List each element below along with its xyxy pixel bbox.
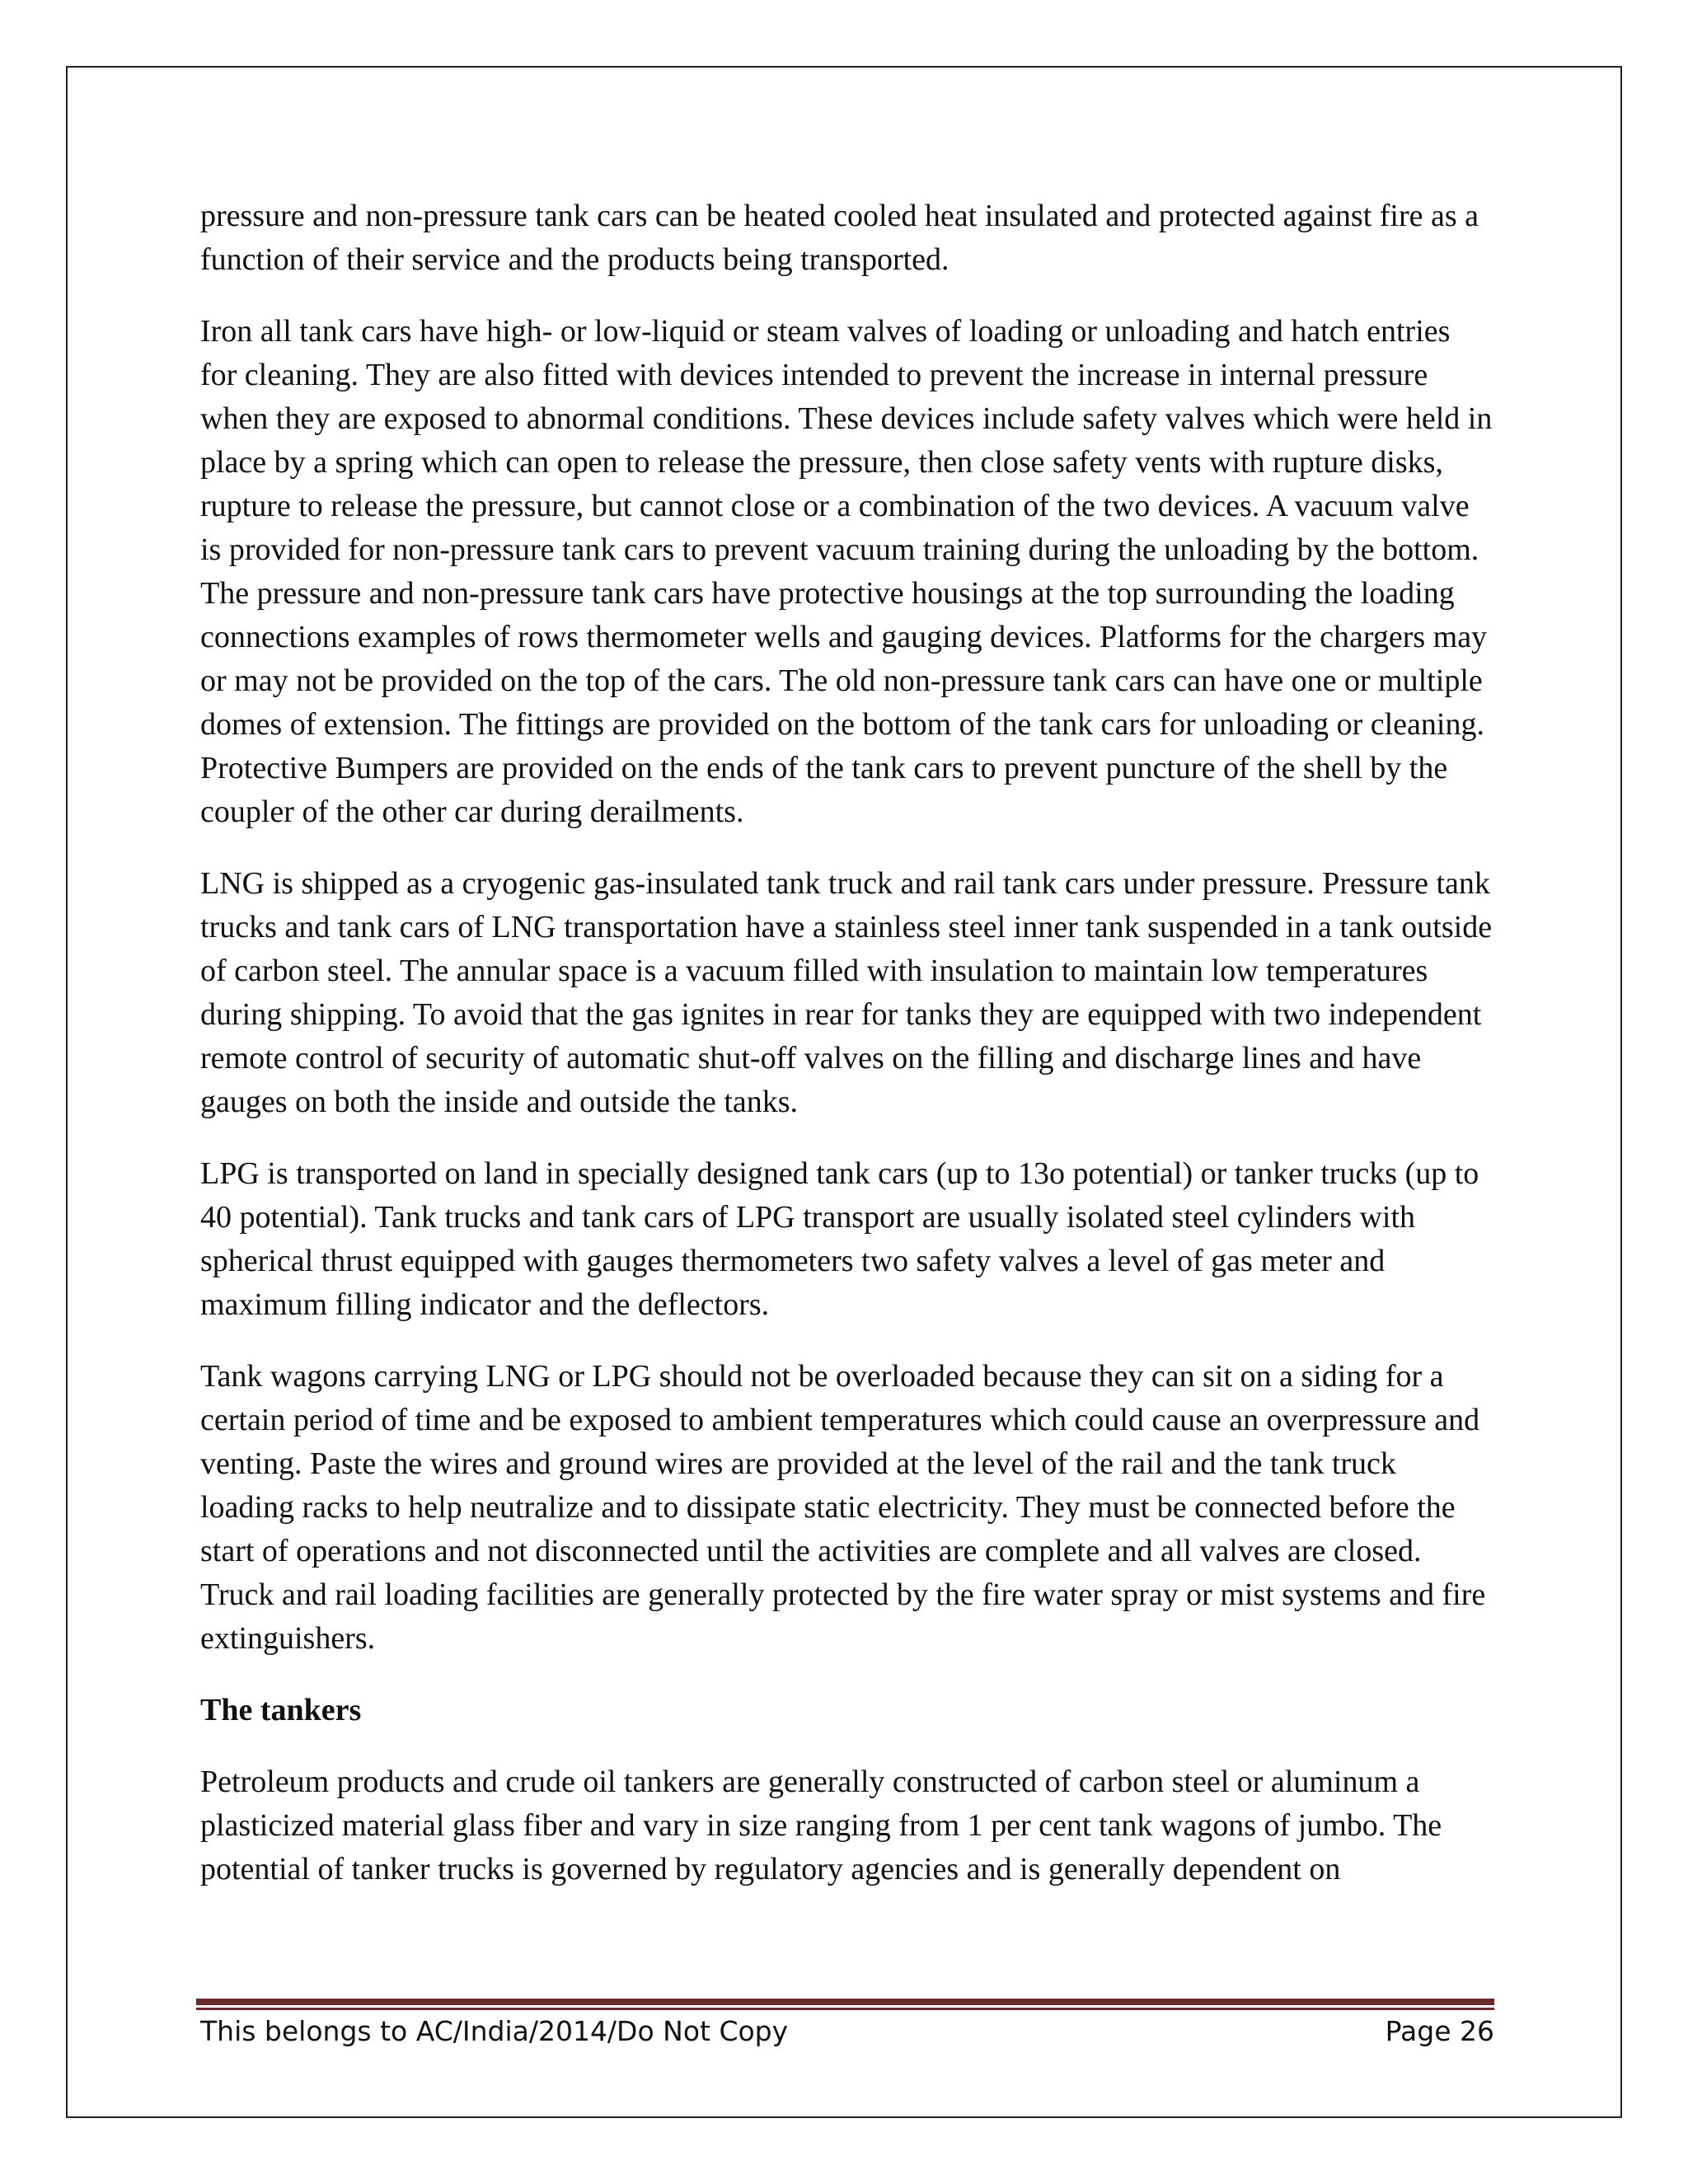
footer-rule-thick: [196, 1999, 1494, 2005]
paragraph-tankers: Petroleum products and crude oil tankers are generally constructed of carbon steel or aluminum a plasticized material glass fiber and vary in size ranging from 1 per cent tank wagons of jumbo. The potential of tanker trucks is governed by regulatory agencies and is generally dependent on: [200, 1765, 1442, 1886]
footer-copyright-note: This belongs to AC/India/2014/Do Not Copy: [200, 2015, 789, 2047]
paragraph-tank-cars-intro: pressure and non-pressure tank cars can be heated cooled heat insulated and protected against fire as a function of their service and the products being transported.: [200, 199, 1479, 277]
section-heading-tankers: The tankers: [200, 1693, 362, 1727]
paragraph-tank-car-valves: Iron all tank cars have high- or low-liquid or steam valves of loading or unloading and hatch entries for cleaning. They are also fitted with devices intended to prevent the increase in internal pressure when they are exposed to abnormal conditions. These devices include safety valves which were held in place by a spring which can open to release the pressure, then close safety vents with rupture disks, rupture to release the pressure, but cannot close or a combination of the two devices. A vacuum valve is provided for non-pressure tank cars to prevent vacuum training during the unloading by the bottom. The pressure and non-pressure tank cars have protective housings at the top surrounding the loading connections examples of rows thermometer wells and gauging devices. Platforms for the chargers may or may not be provided on the top of the cars. The old non-pressure tank cars can have one or multiple domes of extension. The fittings are provided on the bottom of the tank cars for unloading or cleaning. Protective Bumpers are provided on the ends of the tank cars to prevent puncture of the shell by the coupler of the other car during derailments.: [200, 314, 1493, 829]
page-footer: [200, 2011, 1494, 2052]
footer-rule-thin: [196, 2008, 1494, 2010]
page-number: Page 26: [1385, 2015, 1494, 2047]
paragraph-lpg-transport: LPG is transported on land in specially designed tank cars (up to 13o potential) or tanker trucks (up to 40 potential). Tank trucks and tank cars of LPG transport are usually isolated steel cylinders with spherical thrust equipped with gauges thermometers two safety valves a level of gas meter and maximum filling indicator and the deflectors.: [200, 1156, 1479, 1322]
paragraph-lng-shipping: LNG is shipped as a cryogenic gas-insulated tank truck and rail tank cars under pressure. Pressure tank trucks and tank cars of LNG transportation have a stainless steel inner tank suspended in a tank outside of carbon steel. The annular space is a vacuum filled with insulation to maintain low temperatures during shipping. To avoid that the gas ignites in rear for tanks they are equipped with two independent remote control of security of automatic shut-off valves on the filling and discharge lines and have gauges on both the inside and outside the tanks.: [200, 866, 1493, 1119]
paragraph-tank-wagons: Tank wagons carrying LNG or LPG should not be overloaded because they can sit on a siding for a certain period of time and be exposed to ambient temperatures which could cause an overpressure and venting. Paste the wires and ground wires are provided at the level of the rail and the tank truck loading racks to help neutralize and to dissipate static electricity. They must be connected before the start of operations and not disconnected until the activities are complete and all valves are closed. Truck and rail loading facilities are generally protected by the fire water spray or mist systems and fire extinguishers.: [200, 1359, 1486, 1656]
document-body: [200, 194, 1494, 1919]
